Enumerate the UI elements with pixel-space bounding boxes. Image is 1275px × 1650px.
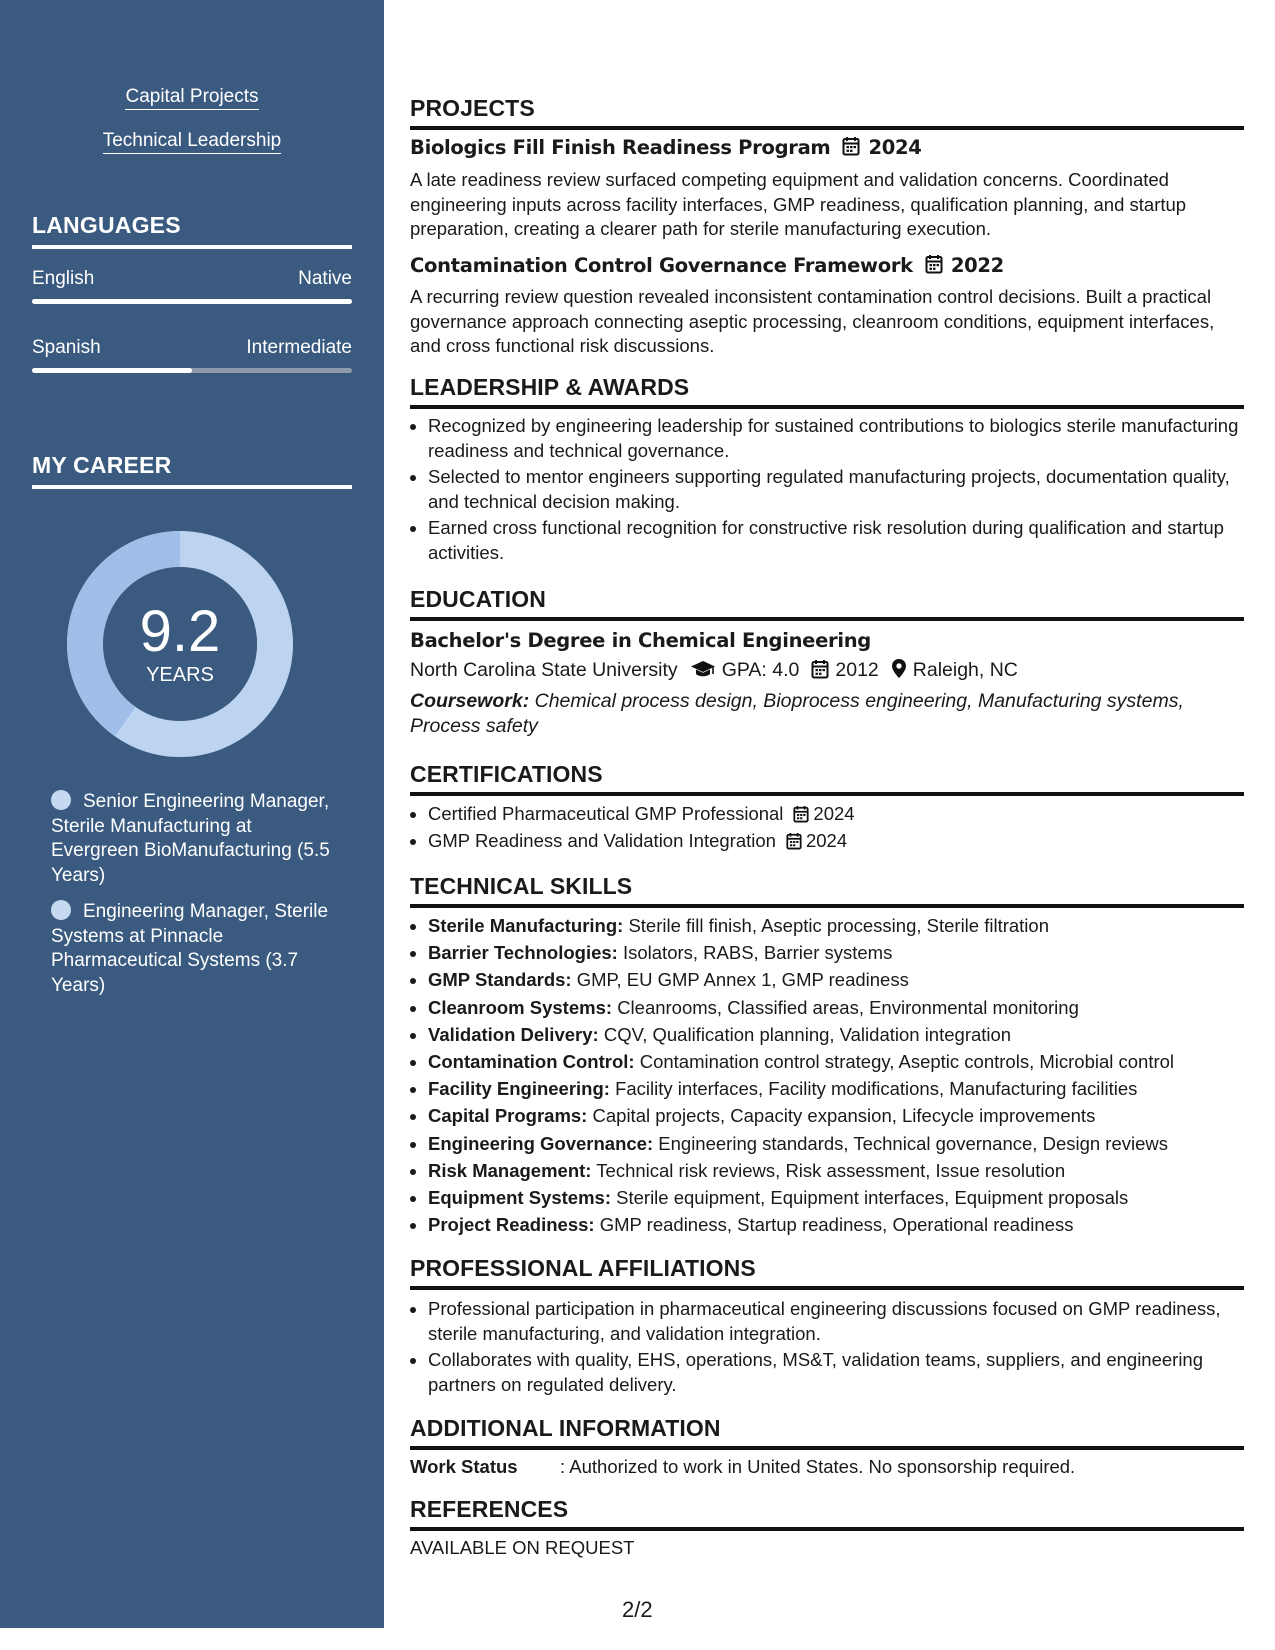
skill-label: Validation Delivery: — [428, 1023, 599, 1045]
skill-label: Capital Programs: — [428, 1105, 588, 1127]
graduation-year: 2012 — [835, 659, 879, 681]
calendar-icon — [842, 136, 860, 156]
skills-list — [410, 914, 1262, 1240]
skill-label: Equipment Systems: — [428, 1186, 611, 1208]
interest-item: Capital Projects — [0, 86, 384, 108]
sidebar — [0, 0, 384, 1628]
section-heading-leadership: LEADERSHIP & AWARDS — [410, 374, 1244, 409]
skill-value: Facility interfaces, Facility modifications, Manufacturing facilities — [615, 1078, 1138, 1100]
skill-label: Engineering Governance: — [428, 1132, 654, 1154]
legend-dot-icon — [51, 790, 71, 810]
list-item: • Professional participation in pharmaceutical engineering discussions focused on GMP readiness, sterile manufacturing, and validation integration. — [428, 1297, 1262, 1346]
work-status-label: Work Status — [410, 1456, 518, 1477]
leadership-list — [410, 414, 1262, 567]
degree-title: Bachelor's Degree in Chemical Engineering — [410, 629, 871, 652]
skill-value: GMP, EU GMP Annex 1, GMP readiness — [576, 969, 909, 991]
calendar-icon — [793, 805, 809, 823]
project-title: Contamination Control Governance Framework 2022 — [410, 254, 1004, 277]
interest-item: Technical Leadership — [0, 130, 384, 152]
skill-label: Sterile Manufacturing: — [428, 915, 624, 936]
skill-label: Barrier Technologies: — [428, 942, 618, 964]
list-item: • Certified Pharmaceutical GMP Professional 2024 — [428, 802, 1262, 827]
section-heading-additional: ADDITIONAL INFORMATION — [410, 1415, 1244, 1450]
language-row — [32, 337, 352, 359]
language-level: Native — [298, 268, 352, 289]
coursework: Coursework: Chemical process design, Bioprocess engineering, Manufacturing systems, Process safety — [410, 690, 1184, 737]
skill-label: Contamination Control: — [428, 1050, 635, 1072]
calendar-icon — [811, 659, 829, 679]
list-item: • GMP Readiness and Validation Integration 2024 — [428, 829, 1262, 854]
location-pin-icon — [891, 658, 907, 679]
gpa: GPA: 4.0 — [721, 659, 800, 681]
language-level: Intermediate — [246, 337, 352, 358]
graduation-cap-icon — [690, 659, 716, 679]
legend-dot-icon — [51, 900, 71, 920]
skill-item — [428, 1077, 1262, 1102]
section-heading-education: EDUCATION — [410, 586, 1244, 621]
skill-value: Technical risk reviews, Risk assessment, Issue resolution — [596, 1159, 1066, 1181]
work-status-value: : Authorized to work in United States. No sponsorship required. — [560, 1456, 1076, 1477]
calendar-icon — [786, 832, 802, 850]
skill-value: Engineering standards, Technical governance, Design reviews — [658, 1132, 1169, 1154]
education-details — [410, 658, 1018, 682]
school-name: North Carolina State University — [410, 659, 678, 681]
list-item: • Selected to mentor engineers supporting regulated manufacturing projects, documentation quality, and technical decision making. — [428, 465, 1262, 514]
skill-value: Sterile fill finish, Aseptic processing, Sterile filtration — [628, 915, 1049, 936]
skill-value: Contamination control strategy, Aseptic controls, Microbial control — [639, 1050, 1175, 1072]
career-heading: MY CAREER — [32, 452, 352, 489]
career-item: Engineering Manager, Sterile Systems at Pinnacle Pharmaceutical Systems (3.7 Years) — [51, 901, 329, 996]
skill-value: Cleanrooms, Classified areas, Environmental monitoring — [617, 996, 1079, 1018]
language-bar-fill — [32, 368, 192, 373]
project-description: A recurring review question revealed inconsistent contamination control decisions. Built a practical governance approach connecting aseptic processing, cleanroom conditions, equipment interfaces, and cross functional risk discussions. — [410, 286, 1215, 356]
project-description: A late readiness review surfaced competing equipment and validation concerns. Coordinated engineering inputs across facility interfaces, GMP readiness, qualification planning, and startup preparation, creating a clearer path for sterile manufacturing execution. — [410, 169, 1187, 239]
page-bottom-margin — [0, 1628, 1275, 1650]
skill-label: Facility Engineering: — [428, 1078, 610, 1100]
project-title: Biologics Fill Finish Readiness Program 2024 — [410, 136, 922, 159]
page-number: 2/2 — [622, 1597, 653, 1622]
section-heading-projects: PROJECTS — [410, 95, 1244, 130]
skill-label: Cleanroom Systems: — [428, 996, 613, 1018]
skill-label: Risk Management: — [428, 1159, 592, 1181]
skill-value: CQV, Qualification planning, Validation integration — [603, 1023, 1012, 1045]
skill-label: Project Readiness: — [428, 1214, 595, 1236]
skill-item — [428, 1050, 1262, 1075]
career-years-label: YEARS — [146, 664, 214, 686]
section-heading-skills: TECHNICAL SKILLS — [410, 873, 1244, 908]
language-bar — [32, 368, 352, 373]
language-bar — [32, 299, 352, 304]
references-text: AVAILABLE ON REQUEST — [410, 1537, 635, 1558]
career-donut-chart — [67, 531, 293, 757]
section-heading-certifications: CERTIFICATIONS — [410, 761, 1244, 796]
skill-value: Capital projects, Capacity expansion, Lifecycle improvements — [592, 1105, 1096, 1127]
skill-value: GMP readiness, Startup readiness, Operational readiness — [599, 1214, 1074, 1236]
skill-item — [428, 1186, 1262, 1211]
language-name: English — [32, 268, 95, 289]
work-status-row — [410, 1456, 1075, 1478]
skill-label: GMP Standards: — [428, 969, 572, 991]
skill-item — [428, 1213, 1262, 1238]
skill-item — [428, 968, 1262, 993]
career-item: Senior Engineering Manager, Sterile Manufacturing at Evergreen BioManufacturing (5.5 Years) — [51, 791, 330, 886]
skill-item — [428, 914, 1262, 939]
certifications-list — [410, 802, 1262, 855]
calendar-icon — [925, 254, 943, 274]
skill-item — [428, 1159, 1262, 1184]
language-name: Spanish — [32, 337, 101, 358]
location: Raleigh, NC — [912, 659, 1018, 681]
affiliations-list — [410, 1297, 1262, 1399]
languages-heading: LANGUAGES — [32, 212, 352, 249]
list-item: • Collaborates with quality, EHS, operations, MS&T, validation teams, suppliers, and engineering partners on regulated delivery. — [428, 1348, 1262, 1397]
language-bar-fill — [32, 299, 352, 304]
career-years-value: 9.2 — [139, 599, 221, 664]
list-item: • Earned cross functional recognition for constructive risk resolution during qualification and startup activities. — [428, 516, 1262, 565]
section-heading-affiliations: PROFESSIONAL AFFILIATIONS — [410, 1255, 1244, 1290]
section-heading-references: REFERENCES — [410, 1496, 1244, 1531]
skill-item — [428, 1023, 1262, 1048]
project-year: 2022 — [950, 254, 1004, 277]
language-row — [32, 268, 352, 290]
skill-item — [428, 941, 1262, 966]
project-year: 2024 — [868, 136, 922, 159]
skill-item — [428, 1104, 1262, 1129]
skill-value: Isolators, RABS, Barrier systems — [622, 942, 893, 964]
skill-item — [428, 996, 1262, 1021]
list-item: • Recognized by engineering leadership for sustained contributions to biologics sterile manufacturing readiness and technical governance. — [428, 414, 1262, 463]
skill-value: Sterile equipment, Equipment interfaces, Equipment proposals — [616, 1186, 1129, 1208]
skill-item — [428, 1132, 1262, 1157]
